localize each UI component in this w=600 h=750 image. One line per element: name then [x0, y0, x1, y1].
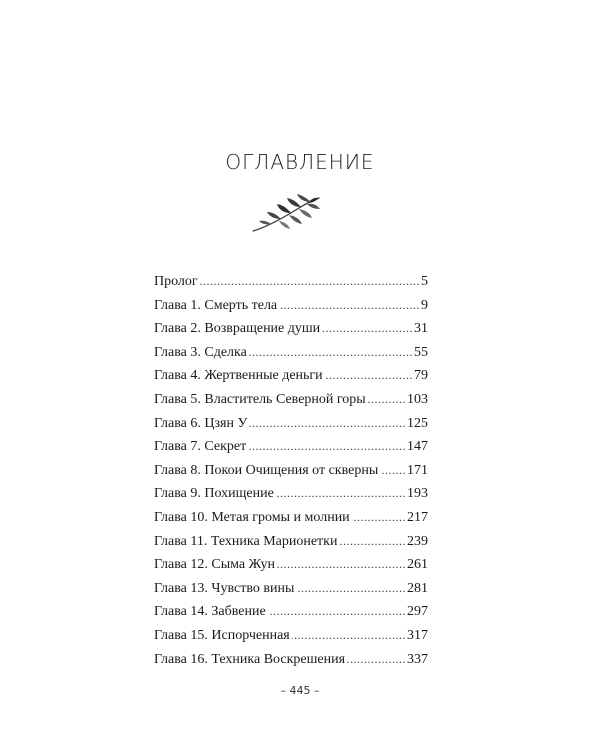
dot-leader	[276, 482, 406, 506]
toc-entry-page: 125	[407, 415, 428, 431]
dot-leader	[279, 294, 420, 318]
toc-entry-page: 9	[421, 297, 428, 313]
toc-entry-title: Глава 12. Сыма Жун	[154, 557, 275, 573]
toc-entry-title: Пролог	[154, 274, 198, 289]
dot-leader	[347, 648, 406, 672]
toc-entry-page: 281	[407, 580, 428, 596]
toc-entry[interactable]	[154, 270, 428, 294]
toc-entry-page: 317	[407, 627, 428, 643]
toc-entry[interactable]	[154, 506, 428, 530]
toc-entry-title: Глава 7. Секрет	[154, 439, 247, 455]
dot-leader	[352, 506, 406, 530]
toc-entry[interactable]	[154, 435, 428, 459]
dot-leader	[325, 364, 413, 388]
toc-entry-page: 5	[421, 274, 428, 289]
toc-entry[interactable]	[154, 364, 428, 388]
toc-entry-title: Глава 4. Жертвенные деньги	[154, 368, 323, 384]
dot-leader	[292, 624, 406, 648]
dot-leader	[380, 459, 406, 483]
toc-entry[interactable]	[154, 341, 428, 365]
toc-entry-title: Глава 16. Техника Воскрешения	[154, 651, 346, 667]
toc-entry-page: 31	[414, 321, 428, 337]
toc-entry[interactable]	[154, 317, 428, 341]
toc-entry[interactable]	[154, 530, 428, 554]
dot-leader	[296, 577, 406, 601]
toc-entry-title: Глава 9. Похищение	[154, 486, 274, 502]
toc-entry[interactable]	[154, 459, 428, 483]
toc-entry[interactable]	[154, 412, 428, 436]
toc-entry-page: 79	[414, 368, 428, 384]
dot-leader	[368, 388, 406, 412]
toc-entry-title: Глава 5. Властитель Северной горы	[154, 391, 366, 407]
toc-entry-page: 261	[407, 557, 428, 573]
toc-entry-page: 55	[414, 344, 428, 360]
dot-leader	[249, 341, 413, 365]
toc-entry-title: Глава 3. Сделка	[154, 344, 247, 360]
toc-entry[interactable]	[154, 482, 428, 506]
toc-entry-title: Глава 10. Метая громы и молнии	[154, 509, 350, 525]
dot-leader	[322, 317, 413, 341]
toc-entry[interactable]	[154, 648, 428, 672]
dot-leader	[248, 435, 406, 459]
toc-entry-page: 147	[407, 439, 428, 455]
table-of-contents	[154, 270, 428, 671]
toc-entry-page: 239	[407, 533, 428, 549]
leaf-branch-icon	[249, 194, 323, 238]
toc-entry-title: Глава 2. Возвращение души	[154, 321, 321, 337]
toc-entry-page: 217	[407, 509, 428, 525]
toc-entry-title: Глава 13. Чувство вины	[154, 580, 295, 596]
toc-entry-title: Глава 11. Техника Марионетки	[154, 533, 338, 549]
dot-leader	[249, 412, 406, 436]
page-title: ОГЛАВЛЕНИЕ	[225, 150, 375, 174]
toc-entry-title: Глава 15. Испорченная	[154, 627, 290, 643]
toc-entry[interactable]	[154, 388, 428, 412]
dot-leader	[277, 553, 406, 577]
toc-entry[interactable]	[154, 294, 428, 318]
dot-leader	[200, 270, 420, 294]
toc-entry-page: 103	[407, 391, 428, 407]
toc-entry-page: 297	[407, 604, 428, 620]
toc-entry-title: Глава 6. Цзян У	[154, 415, 248, 431]
toc-entry[interactable]	[154, 600, 428, 624]
dot-leader	[339, 530, 406, 554]
toc-entry-title: Глава 1. Смерть тела	[154, 297, 278, 313]
toc-entry[interactable]	[154, 577, 428, 601]
dot-leader	[268, 600, 406, 624]
toc-entry-page: 193	[407, 486, 428, 502]
toc-entry[interactable]	[154, 624, 428, 648]
toc-entry-title: Глава 14. Забвение	[154, 604, 266, 620]
toc-entry-page: 337	[407, 651, 428, 667]
page-number: – 445 –	[280, 684, 320, 697]
toc-entry-page: 171	[407, 462, 428, 478]
toc-entry[interactable]	[154, 553, 428, 577]
toc-entry-title: Глава 8. Покои Очищения от скверны	[154, 462, 379, 478]
